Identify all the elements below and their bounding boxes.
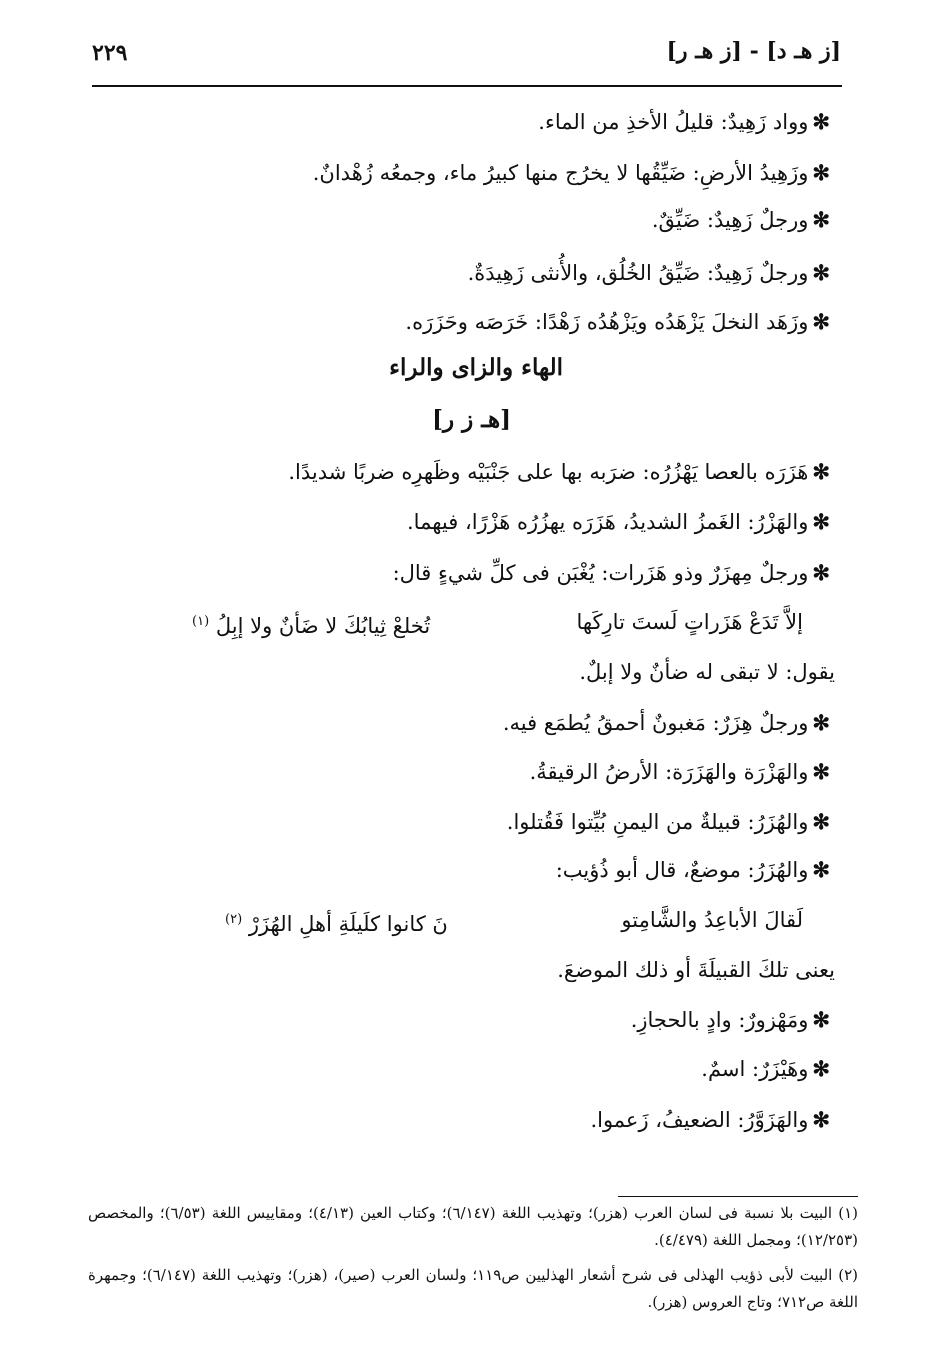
entry-text: ورجلٌ مِهزَرٌ وذو هَزَرات: يُغْبَن فى كلِّ شيءٍ قال: — [392, 561, 809, 585]
explanation-line: يعنى تلكَ القبيلَةَ أو ذلك الموضعَ. — [557, 958, 835, 982]
entry-text: والهَزْرَة والهَزَرَة: الأرضُ الرقيقةُ. — [529, 760, 809, 784]
verse-left-hemistich — [225, 904, 448, 940]
star-icon: ✻ — [812, 809, 830, 834]
entry-item — [556, 854, 830, 886]
star-icon: ✻ — [812, 560, 830, 585]
entry-item — [590, 1104, 830, 1136]
star-icon: ✻ — [812, 759, 830, 784]
entry-item — [313, 157, 830, 189]
entry-text: وهَيْزَرٌ: اسمٌ. — [701, 1057, 809, 1081]
star-icon: ✻ — [812, 1107, 830, 1132]
entry-text: وزَهَد النخلَ يَزْهَدُه ويَزْهُدُه زَهْدًا: خَرَصَه وحَزَرَه. — [405, 310, 809, 334]
entry-item — [507, 806, 830, 838]
verse-left-text: نَ كانوا كلَيلَةِ أهلِ الهُزَرْ — [248, 912, 448, 936]
verse-left-text: تُخلعْ ثِيابُكَ لا ضَأنٌ ولا إبِلُ — [215, 614, 431, 638]
star-icon: ✻ — [812, 207, 830, 232]
verse-right-hemistich: لَقالَ الأباعِدُ والشَّامِتو — [621, 908, 803, 932]
header-rule — [92, 85, 842, 87]
star-icon: ✻ — [812, 857, 830, 882]
footnote-mark: (١) — [192, 614, 210, 629]
entry-item — [288, 456, 830, 488]
verse-left-hemistich — [192, 606, 430, 642]
entry-item — [538, 106, 830, 138]
entry-text: والهُزَرُ: قبيلةٌ من اليمنِ بُيِّتوا فَقُتلوا. — [506, 810, 809, 834]
star-icon: ✻ — [812, 260, 830, 285]
entry-text: وواد زَهِيدٌ: قليلُ الأخذِ من الماء. — [538, 110, 809, 134]
footnote-mark: (٢) — [225, 912, 243, 927]
entry-item — [701, 1053, 830, 1085]
entry-text: ورجلٌ زَهِيدٌ: ضَيِّقٌ. — [651, 208, 809, 232]
entry-item — [503, 707, 830, 739]
page-number: ٢٢٩ — [92, 40, 128, 66]
star-icon: ✻ — [812, 1007, 830, 1032]
entry-item — [530, 756, 830, 788]
entry-item — [652, 204, 830, 236]
entry-text: والهُزَرُ: موضعٌ، قال أبو ذُؤيب: — [555, 858, 809, 882]
entry-item — [405, 306, 830, 338]
entry-text: والهَزَوَّرُ: الضعيفُ، زَعموا. — [590, 1108, 809, 1132]
entry-text: ومَهْزورٌ: وادٍ بالحجازِ. — [630, 1008, 809, 1032]
explanation-line: يقول: لا تبقى له ضأنٌ ولا إبلٌ. — [579, 660, 835, 684]
running-head: [ز هـ د] - [ز هـ ر] — [666, 38, 841, 64]
footnote: (٢) البيت لأبى ذؤيب الهذلى فى شرح أشعار الهذليين ص١١٩؛ ولسان العرب (صير)، (هزر)؛ وتهذيب اللغة (٦/١٤٧)؛ وجمهرة اللغة ص٧١٢؛ وتاج العروس (هزر). — [88, 1266, 858, 1311]
entry-item — [407, 506, 830, 538]
verse-right-hemistich: إلاَّ تَدَعْ هَزَراتٍ لَستَ تارِكَها — [576, 610, 803, 634]
star-icon: ✻ — [812, 509, 830, 534]
entry-text: والهَزْرُ: الغَمزُ الشديدُ، هَزَرَه يهزُرُه هَزْرًا، فيهما. — [407, 510, 809, 534]
entry-text: ورجلٌ زَهِيدٌ: ضَيِّقُ الخُلُق، والأُنثى زَهِيدَةٌ. — [467, 261, 809, 285]
entry-text: هَزَرَه بالعصا يَهْزُرُه: ضرَبه بها على جَنْبَيْه وظَهرِه ضربًا شديدًا. — [288, 460, 809, 484]
star-icon: ✻ — [812, 710, 830, 735]
entry-item — [393, 557, 830, 589]
section-title: الهاء والزاى والراء — [389, 354, 563, 381]
entry-text: ورجلٌ هِزَرٌ: مَغبونٌ أحمقُ يُطمَع فيه. — [502, 711, 809, 735]
root-heading: [هـ ز ر] — [432, 406, 511, 433]
footnote: (١) البيت بلا نسبة فى لسان العرب (هزر)؛ وتهذيب اللغة (٦/١٤٧)؛ وكتاب العين (٤/١٣)؛ ومقاييس اللغة (٦/٥٣)؛ والمخصص (١٢/٢٥٣)؛ ومجمل اللغة (٤/٤٧٩). — [88, 1204, 858, 1249]
entry-text: وزَهِيدُ الأرضِ: ضَيِّقُها لا يخرُج منها كبيرُ ماء، وجمعُه زُهْدانٌ. — [312, 161, 809, 185]
star-icon: ✻ — [812, 160, 830, 185]
star-icon: ✻ — [812, 309, 830, 334]
entry-item — [631, 1004, 830, 1036]
footnote-rule — [618, 1196, 858, 1197]
star-icon: ✻ — [812, 1056, 830, 1081]
star-icon: ✻ — [812, 459, 830, 484]
entry-item — [468, 257, 830, 289]
star-icon: ✻ — [812, 109, 830, 134]
